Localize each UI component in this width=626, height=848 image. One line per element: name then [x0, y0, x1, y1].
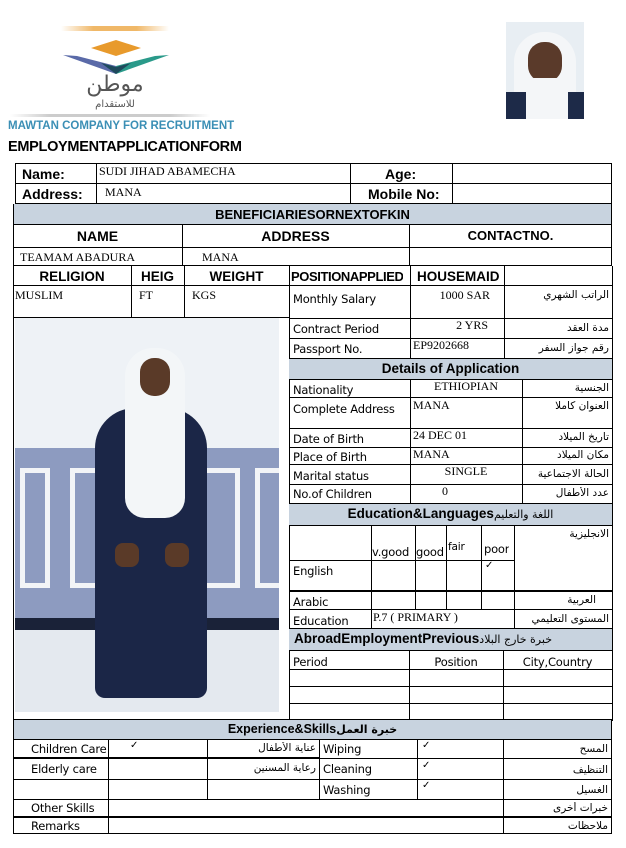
age-value[interactable]: [455, 164, 605, 182]
employment-row-1[interactable]: [290, 670, 611, 685]
remarks-arabic: ملاحظات: [567, 820, 608, 832]
skills-title-ar: خبرة العمل: [336, 723, 398, 736]
nationality-value[interactable]: ETHIOPIAN: [434, 379, 498, 393]
cleaning-check[interactable]: ✓: [422, 760, 431, 771]
complete-address-label: Complete Address: [293, 402, 395, 416]
english-arabic: الانجليزية: [569, 528, 609, 540]
passport-photo: [506, 22, 584, 119]
level-fair: fair: [448, 541, 465, 553]
address-value[interactable]: MANA: [105, 185, 142, 199]
dob-label: Date of Birth: [293, 432, 364, 446]
contract-value[interactable]: 2 YRS: [456, 318, 488, 332]
other-skills-value[interactable]: [110, 800, 500, 815]
children-care-label: Children Care: [31, 742, 107, 756]
english-good-check[interactable]: [418, 561, 443, 577]
english-label: English: [293, 564, 334, 578]
arabic-good-check[interactable]: [418, 593, 443, 607]
arabic-vgood-check[interactable]: [374, 593, 412, 607]
arabic-fair-check[interactable]: [449, 593, 478, 607]
details-title: Details of Application: [381, 361, 520, 376]
cleaning-arabic: التنظيف: [572, 764, 608, 776]
children-value[interactable]: 0: [442, 484, 448, 498]
marital-arabic: الحالة الاجتماعية: [537, 468, 609, 480]
salary-label: Monthly Salary: [293, 292, 377, 306]
kin-header-contact: CONTACTNO.: [467, 228, 554, 243]
logo-chevron-icon: [61, 36, 171, 74]
employment-header-city: City,Country: [522, 655, 593, 669]
remarks-label: Remarks: [31, 819, 80, 833]
name-label: Name:: [22, 166, 65, 182]
height-value[interactable]: FT: [139, 288, 154, 302]
kin-name-value[interactable]: TEAMAM ABADURA: [20, 250, 136, 264]
position-value[interactable]: HOUSEMAID: [417, 269, 500, 284]
passport-label: Passport No.: [293, 342, 363, 356]
address-label: Address:: [22, 186, 83, 202]
education-title: [289, 506, 612, 521]
form-title: EMPLOYMENTAPPLICATIONFORM: [8, 139, 242, 155]
employment-header-position: Position: [434, 655, 478, 669]
nationality-arabic: الجنسية: [574, 382, 609, 394]
level-poor: poor: [484, 542, 510, 556]
logo-top-bar: [61, 26, 169, 31]
children-care-check[interactable]: ✓: [130, 740, 139, 751]
employment-row-3[interactable]: [290, 704, 611, 719]
wiping-check[interactable]: ✓: [422, 740, 431, 751]
weight-value[interactable]: KGS: [192, 288, 217, 302]
elderly-care-label: Elderly care: [31, 762, 97, 776]
complete-address-value[interactable]: MANA: [413, 398, 450, 412]
children-care-arabic: عناية الأطفال: [258, 742, 316, 754]
religion-value[interactable]: MUSLIM: [15, 288, 64, 302]
children-arabic: عدد الأطفال: [555, 487, 609, 499]
extra-skill-check[interactable]: [112, 780, 205, 797]
education-title-ar: اللغة والتعليم: [493, 508, 554, 521]
elderly-care-arabic: رعاية المسنين: [253, 762, 316, 774]
contract-arabic: مدة العقد: [567, 322, 609, 334]
religion-header: RELIGION: [39, 269, 105, 284]
logo-arabic-sub: للاستقدام: [95, 99, 135, 110]
passport-arabic: رقم جواز السفر: [538, 342, 609, 354]
age-label: Age:: [385, 166, 417, 182]
employment-title: [294, 631, 552, 646]
washing-label: Washing: [323, 783, 371, 797]
passport-value[interactable]: EP9202668: [413, 338, 470, 352]
cleaning-label: Cleaning: [323, 762, 372, 776]
pob-value[interactable]: MANA: [413, 447, 450, 461]
wiping-label: Wiping: [323, 742, 362, 756]
english-poor-check[interactable]: ✓: [485, 560, 494, 571]
other-skills-label: Other Skills: [31, 801, 95, 815]
complete-address-arabic: العنوان كاملا: [555, 400, 609, 412]
kin-contact-value[interactable]: [412, 250, 607, 264]
other-skills-arabic: خبرات أخرى: [552, 802, 608, 814]
english-fair-check[interactable]: [449, 561, 478, 577]
education-label: Education: [293, 614, 349, 628]
arabic-lang-arabic: العربية: [567, 594, 596, 606]
remarks-value[interactable]: [110, 818, 500, 833]
height-header: HEIG: [140, 269, 174, 284]
employment-header-period: Period: [293, 655, 328, 669]
wiping-arabic: المسح: [579, 743, 608, 755]
children-label: No.of Children: [293, 487, 372, 501]
employment-row-2[interactable]: [290, 687, 611, 702]
contract-label: Contract Period: [293, 322, 379, 336]
arabic-poor-check[interactable]: [485, 593, 511, 607]
employment-title-ar: خبرة خارج البلاد: [479, 633, 552, 646]
pob-label: Place of Birth: [293, 450, 367, 464]
dob-value[interactable]: 24 DEC 01: [413, 428, 467, 442]
name-value[interactable]: SUDI JIHAD ABAMECHA: [99, 164, 236, 178]
company-logo: [55, 22, 175, 110]
full-body-photo: [15, 318, 279, 712]
logo-bottom-bar: [10, 114, 210, 117]
washing-arabic: الغسيل: [576, 784, 608, 796]
marital-label: Marital status: [293, 469, 369, 483]
education-title-en: Education&Languages: [347, 506, 494, 521]
dob-arabic: تاريخ الميلاد: [558, 431, 609, 443]
kin-header-name: NAME: [76, 228, 119, 244]
level-vgood: v.good: [372, 545, 410, 559]
weight-header: WEIGHT: [209, 269, 264, 284]
nationality-label: Nationality: [293, 383, 354, 397]
arabic-lang-label: Arabic: [293, 595, 329, 609]
mobile-value[interactable]: [455, 185, 605, 203]
salary-arabic: الراتب الشهري: [543, 289, 609, 301]
elderly-care-check[interactable]: [112, 760, 205, 777]
skills-title: [13, 722, 612, 736]
washing-check[interactable]: ✓: [422, 780, 431, 791]
next-of-kin-title: BENEFICIARIESORNEXTOFKIN: [215, 207, 410, 222]
education-arabic: المستوى التعليمي: [531, 613, 609, 625]
company-name: MAWTAN COMPANY FOR RECRUITMENT: [8, 120, 235, 132]
skills-title-en: Experience&Skills: [227, 722, 337, 736]
marital-value[interactable]: SINGLE: [444, 464, 488, 478]
kin-header-address: ADDRESS: [261, 228, 330, 244]
pob-arabic: مكان الميلاد: [557, 449, 609, 461]
english-vgood-check[interactable]: [374, 561, 412, 577]
logo-arabic-main: موطن: [86, 72, 144, 97]
position-label: POSITIONAPPLIED: [291, 269, 404, 284]
salary-value[interactable]: 1000 SAR: [439, 288, 490, 302]
employment-title-en: AbroadEmploymentPrevious: [294, 631, 480, 646]
level-good: good: [416, 545, 444, 559]
kin-address-value[interactable]: MANA: [202, 250, 239, 264]
education-value[interactable]: P.7 ( PRIMARY ): [373, 610, 458, 624]
mobile-label: Mobile No:: [368, 186, 440, 202]
